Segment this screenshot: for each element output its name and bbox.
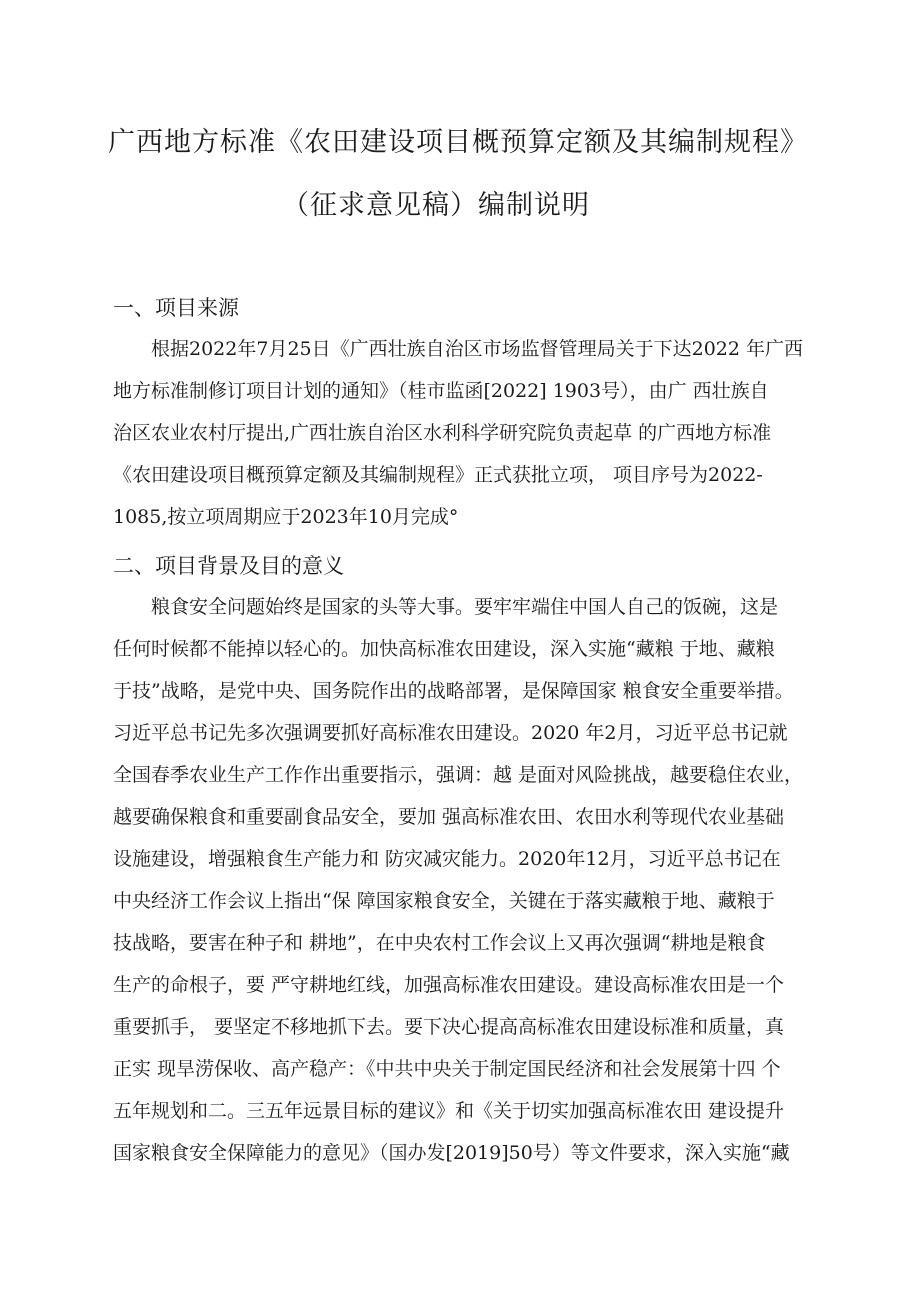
paragraph-line: 于技”战略，是党中央、国务院作出的战略部署，是保障国家 粮食安全重要举措。 <box>113 680 794 702</box>
document-title-line-2: （征求意见稿）编制说明 <box>282 190 590 221</box>
paragraph-line: 中央经济工作会议上指出“保 障国家粮食安全，关键在于落实藏粮于地、藏粮于 <box>113 890 775 912</box>
paragraph-line: 正实 现旱涝保收、高产稳产：《中共中央关于制定国民经济和社会发展第十四 个 <box>113 1058 781 1080</box>
paragraph-line: 《农田建设项目概预算定额及其编制规程》正式获批立项， 项目序号为2022- <box>113 464 763 486</box>
paragraph-line: 1085,按立项周期应于2023年10月完成° <box>113 506 459 528</box>
section-body-background <box>113 586 813 1174</box>
paragraph-line: 地方标准制修订项目计划的通知》（桂市监函[2022] 1903号），由广 西壮族自 <box>113 380 769 402</box>
paragraph-line: 全国春季农业生产工作作出重要指示，强调：越 是面对风险挑战，越要稳住农业， <box>113 764 804 786</box>
paragraph-line: 重要抓手， 要坚定不移地抓下去。要下决心提高高标准农田建设标准和质量，真 <box>113 1016 785 1038</box>
section-heading-project-source: 一、项目来源 <box>113 296 239 320</box>
paragraph-line: 根据2022年7月25日《广西壮族自治区市场监督管理局关于下达2022 年广西 <box>151 338 804 360</box>
paragraph-line: 国家粮食安全保障能力的意见》（国办发[2019]50号）等文件要求，深入实施“藏 <box>113 1142 790 1164</box>
section-body-project-source <box>113 328 813 538</box>
paragraph-line: 习近平总书记先多次强调要抓好高标准农田建设。2020 年2月，习近平总书记就 <box>113 722 788 744</box>
paragraph-line: 粮食安全问题始终是国家的头等大事。要牢牢端住中国人自己的饭碗，这是 <box>151 596 779 618</box>
document-title-line-1: 广西地方标准《农田建设项目概预算定额及其编制规程》 <box>108 127 808 158</box>
paragraph-line: 五年规划和二。三五年远景目标的建议》和《关于切实加强高标准农田 建设提升 <box>113 1100 785 1122</box>
paragraph-line: 设施建设，增强粮食生产能力和 防灾减灾能力。2020年12月，习近平总书记在 <box>113 848 781 870</box>
section-heading-background: 二、项目背景及目的意义 <box>113 554 344 578</box>
paragraph-line: 任何时候都不能掉以轻心的。加快高标准农田建设，深入实施“藏粮 于地、藏粮 <box>113 638 775 660</box>
paragraph-line: 越要确保粮食和重要副食品安全，要加 强高标准农田、农田水利等现代农业基础 <box>113 806 785 828</box>
paragraph-line: 治区农业农村厅提出,广西壮族自治区水利科学研究院负责起草 的广西地方标准 <box>113 422 772 444</box>
paragraph-line: 生产的命根子，要 严守耕地红线，加强高标准农田建设。建设高标准农田是一个 <box>113 974 785 996</box>
paragraph-line: 技战略，要害在种子和 耕地”，在中央农村工作会议上又再次强调“耕地是粮食 <box>113 932 766 954</box>
